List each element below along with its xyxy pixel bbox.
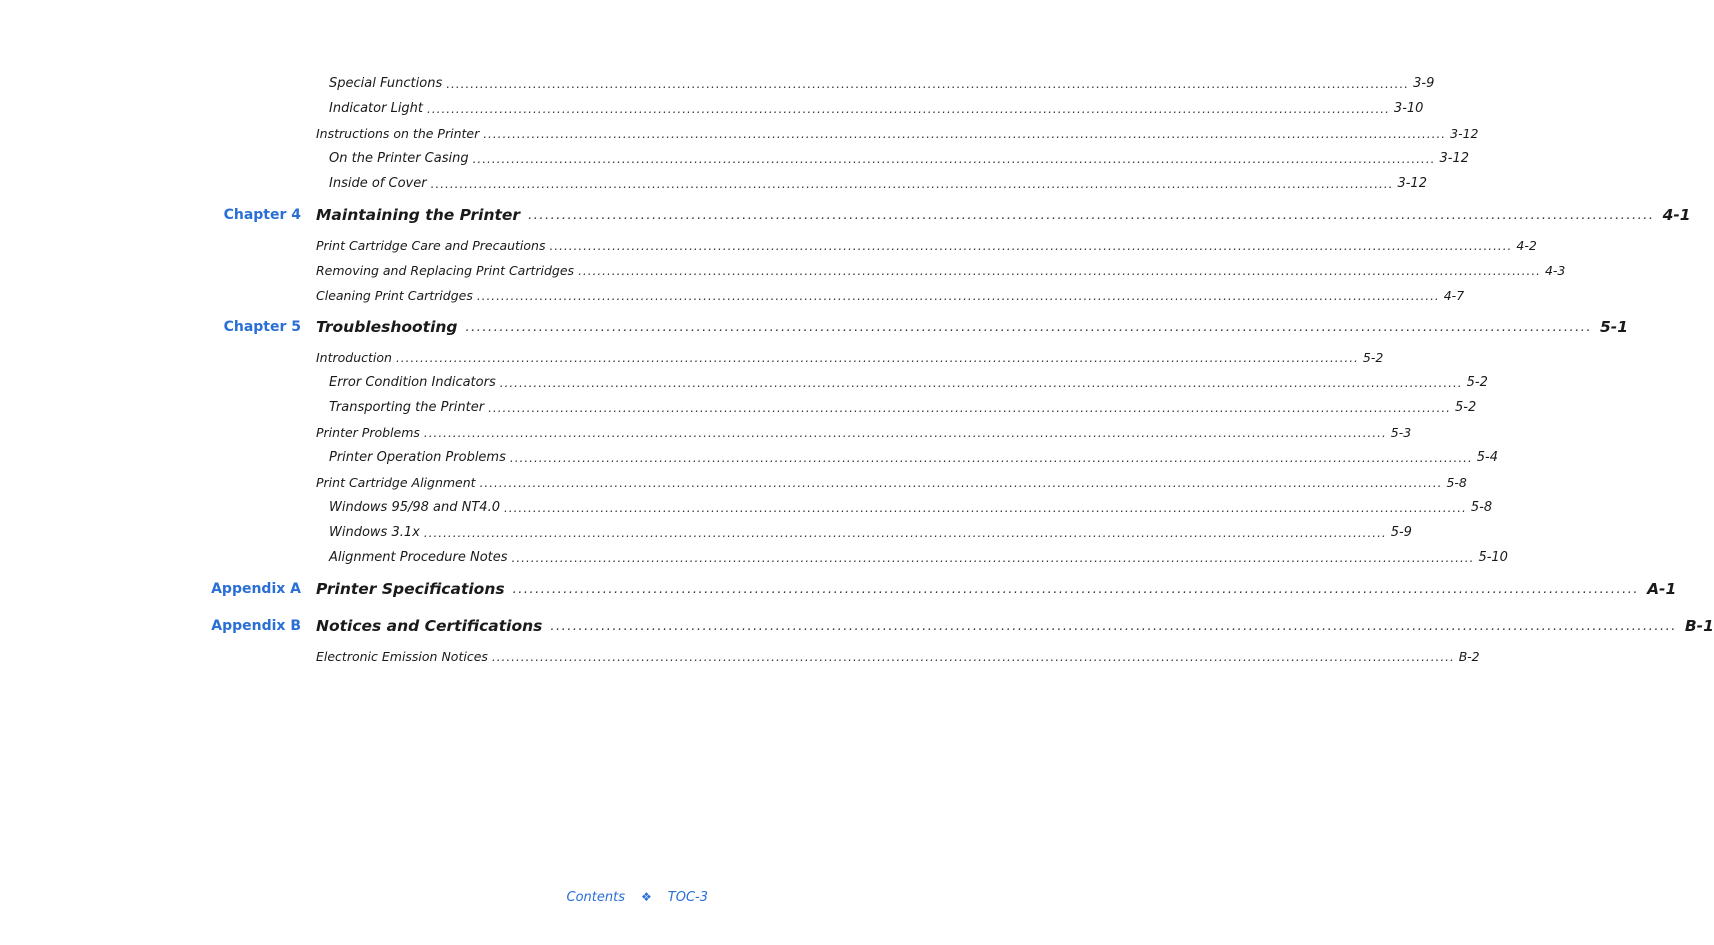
dot-leader: ........................................................................................................................................................................................................ — [511, 550, 1475, 565]
toc-entry[interactable] — [0, 345, 1384, 370]
toc-entry-page: 4-7 — [1443, 288, 1465, 303]
toc-entry-page: 3-10 — [1393, 101, 1424, 116]
toc-entry[interactable] — [0, 445, 1498, 470]
dot-leader: ........................................................................................................................................................................................................ — [491, 649, 1455, 664]
toc-entry[interactable] — [0, 121, 1479, 146]
toc-entry-page: 5-3 — [1390, 425, 1412, 440]
toc-entry-page: 5-2 — [1466, 375, 1488, 390]
toc-entry-title: Print Cartridge Care and Precautions — [316, 238, 546, 253]
dot-leader: ........................................................................................................................................................................................................ — [427, 101, 1390, 116]
toc-chapter-entry[interactable] — [0, 309, 1629, 345]
dot-leader: ........................................................................................................................................................................................................ — [549, 238, 1513, 253]
toc-entry-page: 3-12 — [1397, 176, 1427, 191]
toc-entry[interactable] — [0, 171, 1427, 196]
toc-entry-line — [316, 121, 1479, 146]
toc-entry-line — [329, 495, 1493, 520]
toc-entry-page: 5-4 — [1476, 450, 1498, 465]
toc-entry-line — [316, 608, 1714, 644]
dot-leader: ........................................................................................................................................................................................................ — [472, 151, 1436, 166]
toc-entry[interactable] — [0, 258, 1566, 283]
toc-entry[interactable] — [0, 420, 1412, 445]
toc-entry-line — [329, 520, 1412, 545]
toc-entry-page: 5-2 — [1454, 400, 1477, 415]
toc-entry[interactable] — [0, 146, 1470, 171]
toc-entry-line — [329, 445, 1498, 470]
toc-entry-title: Removing and Replacing Print Cartridges — [316, 263, 575, 278]
toc-entry[interactable] — [0, 395, 1477, 420]
toc-entry-title: Alignment Procedure Notes — [329, 550, 508, 565]
dot-leader: ........................................................................................................................................................................................................ — [488, 400, 1451, 415]
toc-entry-line — [329, 370, 1488, 395]
toc-entry-title: Indicator Light — [329, 101, 424, 116]
toc-chapter-entry[interactable] — [0, 571, 1677, 607]
toc-entry-page: 3-12 — [1439, 151, 1470, 166]
dot-leader: ........................................................................................................................................................................................................ — [479, 475, 1443, 490]
toc-entry-page: 4-3 — [1544, 263, 1566, 278]
toc-entry-title: Maintaining the Printer — [316, 206, 521, 224]
footer-separator-icon: ❖ — [641, 890, 652, 904]
toc-entry[interactable] — [0, 520, 1412, 545]
dot-leader: ........................................................................................................................................................................................................ — [528, 207, 1655, 223]
toc-entry-line — [316, 309, 1629, 345]
toc-entry-title: Introduction — [316, 350, 392, 365]
toc-entry-title: Inside of Cover — [329, 176, 427, 191]
dot-leader: ........................................................................................................................................................................................................ — [423, 425, 1387, 440]
toc-entry-line — [316, 470, 1467, 495]
toc-entry-title: Special Functions — [329, 76, 443, 91]
toc-entry[interactable] — [0, 233, 1537, 258]
dot-leader: ........................................................................................................................................................................................................ — [483, 126, 1447, 141]
toc-entry-page: 5-8 — [1470, 500, 1493, 515]
dot-leader: ........................................................................................................................................................................................................ — [512, 581, 1640, 597]
toc-entry-line — [316, 197, 1691, 233]
dot-leader: ........................................................................................................................................................................................................ — [476, 288, 1440, 303]
toc-entry-page: A-1 — [1647, 580, 1677, 598]
toc-entry-line — [329, 171, 1427, 196]
dot-leader: ........................................................................................................................................................................................................ — [499, 375, 1463, 390]
toc-entry-line — [316, 571, 1677, 607]
toc-entry-title: Printer Operation Problems — [329, 450, 506, 465]
toc-entry-title: Windows 95/98 and NT4.0 — [329, 500, 500, 515]
toc-entry-page: 5-2 — [1362, 350, 1384, 365]
toc-entry-title: Error Condition Indicators — [329, 375, 496, 390]
toc-entry[interactable] — [0, 370, 1488, 395]
toc-entry-title: Printer Problems — [316, 425, 420, 440]
toc-entry-page: 5-1 — [1600, 318, 1629, 336]
dot-leader: ........................................................................................................................................................................................................ — [395, 350, 1359, 365]
toc-entry-line — [316, 258, 1566, 283]
dot-leader: ........................................................................................................................................................................................................ — [550, 618, 1677, 634]
toc-entry-line — [316, 233, 1537, 258]
chapter-label: Appendix B — [211, 618, 301, 634]
page-footer — [567, 887, 708, 907]
toc-entry-page: 5-9 — [1390, 525, 1412, 540]
toc-entry-line — [316, 345, 1384, 370]
chapter-label: Chapter 5 — [223, 319, 301, 335]
footer-page-number: TOC-3 — [667, 889, 708, 905]
toc-entry-page: B-1 — [1684, 617, 1714, 635]
toc-entry-line — [329, 71, 1435, 96]
toc-entry-page: 3-9 — [1413, 76, 1435, 91]
toc-entry[interactable] — [0, 71, 1435, 96]
toc-entry-page: B-2 — [1458, 649, 1480, 664]
toc-entry-title: Electronic Emission Notices — [316, 649, 488, 664]
toc-chapter-entry[interactable] — [0, 197, 1691, 233]
toc-entry-line — [316, 644, 1480, 669]
toc-entry-page: 3-12 — [1450, 126, 1479, 141]
toc-entry[interactable] — [0, 495, 1493, 520]
dot-leader: ........................................................................................................................................................................................................ — [446, 76, 1410, 91]
dot-leader: ........................................................................................................................................................................................................ — [509, 450, 1473, 465]
toc-entry-line — [329, 545, 1508, 570]
toc-entry-page: 4-1 — [1662, 206, 1691, 224]
chapter-label: Appendix A — [211, 581, 301, 597]
toc-entry-title: Transporting the Printer — [329, 400, 485, 415]
footer-section: Contents — [566, 889, 626, 905]
toc-entry-title: Printer Specifications — [316, 580, 505, 598]
chapter-label: Chapter 4 — [223, 207, 301, 223]
toc-entry-line — [329, 395, 1477, 420]
table-of-contents — [0, 71, 1714, 669]
toc-entry-title: Instructions on the Printer — [316, 126, 480, 141]
toc-entry-line — [316, 420, 1412, 445]
toc-entry-line — [329, 146, 1470, 171]
toc-chapter-entry[interactable] — [0, 608, 1714, 644]
toc-entry-title: Cleaning Print Cartridges — [316, 288, 473, 303]
toc-entry[interactable] — [0, 96, 1424, 121]
toc-entry-page: 4-2 — [1516, 238, 1537, 253]
toc-entry-page: 5-8 — [1446, 475, 1467, 490]
toc-entry[interactable] — [0, 545, 1508, 570]
dot-leader: ........................................................................................................................................................................................................ — [503, 500, 1467, 515]
dot-leader: ........................................................................................................................................................................................................ — [578, 263, 1541, 278]
dot-leader: ........................................................................................................................................................................................................ — [423, 525, 1387, 540]
toc-entry[interactable] — [0, 470, 1467, 495]
toc-entry-page: 5-10 — [1478, 550, 1508, 565]
toc-entry-title: Notices and Certifications — [316, 617, 543, 635]
toc-entry[interactable] — [0, 644, 1480, 669]
toc-entry-line — [329, 96, 1424, 121]
toc-entry-title: On the Printer Casing — [329, 151, 469, 166]
dot-leader: ........................................................................................................................................................................................................ — [430, 176, 1394, 191]
toc-entry[interactable] — [0, 283, 1465, 308]
toc-entry-title: Windows 3.1x — [329, 525, 420, 540]
toc-entry-line — [316, 283, 1465, 308]
dot-leader: ........................................................................................................................................................................................................ — [465, 319, 1592, 335]
toc-entry-title: Troubleshooting — [316, 318, 458, 336]
toc-entry-title: Print Cartridge Alignment — [316, 475, 476, 490]
